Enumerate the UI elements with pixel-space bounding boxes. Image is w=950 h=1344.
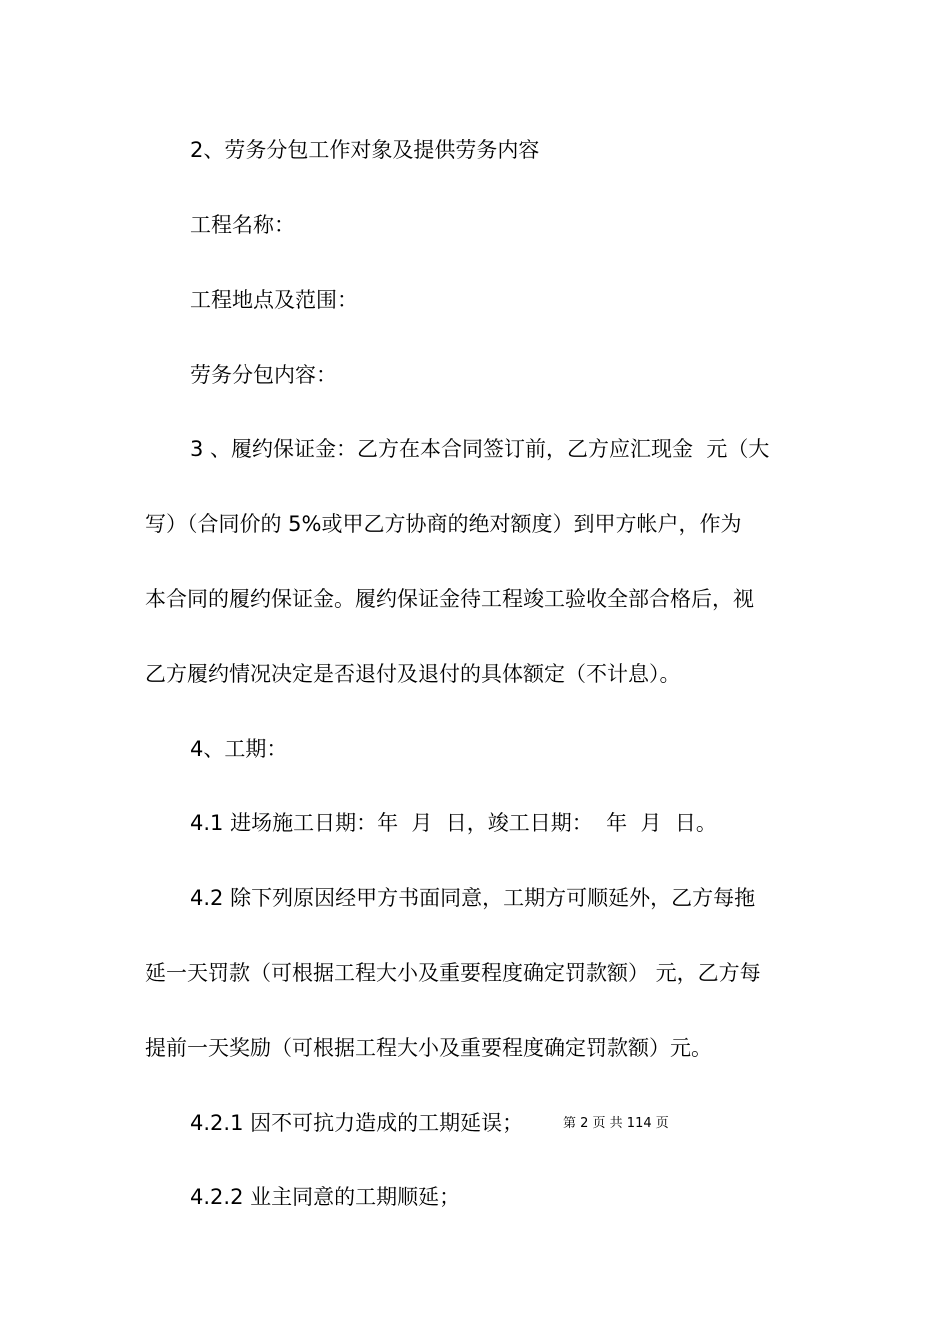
page-number-footer: 第 2 页 共 114 页 (563, 1116, 669, 1131)
paragraph-performance-bond-line-2: 写）（合同价的 5%或甲乙方协商的绝对额度）到甲方帐户，作为 (145, 512, 742, 536)
field-project-name: 工程名称： (190, 213, 295, 237)
field-project-location: 工程地点及范围： (190, 288, 358, 312)
clause-4-2-line-3: 提前一天奖励（可根据工程大小及重要程度确定罚款额）元。 (145, 1036, 712, 1060)
section-heading-schedule: 4、工期： (190, 737, 288, 761)
clause-4-1-dates: 4.1 进场施工日期：年 月 日，竣工日期： 年 月 日。 (190, 811, 717, 835)
field-subcontract-content: 劳务分包内容： (190, 363, 337, 387)
clause-4-2-line-1: 4.2 除下列原因经甲方书面同意，工期方可顺延外，乙方每拖 (190, 886, 756, 910)
paragraph-performance-bond-line-1: 3 、履约保证金：乙方在本合同签订前，乙方应汇现金 元（大 (190, 437, 770, 461)
paragraph-performance-bond-line-3: 本合同的履约保证金。履约保证金待工程竣工验收全部合格后，视 (145, 587, 754, 611)
clause-4-2-1: 4.2.1 因不可抗力造成的工期延误； (190, 1111, 524, 1135)
paragraph-performance-bond-line-4: 乙方履约情况决定是否退付及退付的具体额定（不计息）。 (145, 662, 681, 686)
clause-4-2-line-2: 延一天罚款（可根据工程大小及重要程度确定罚款额） 元，乙方每 (145, 961, 761, 985)
section-heading-labor-subcontract: 2、劳务分包工作对象及提供劳务内容 (190, 138, 540, 162)
clause-4-2-2: 4.2.2 业主同意的工期顺延； (190, 1185, 461, 1209)
